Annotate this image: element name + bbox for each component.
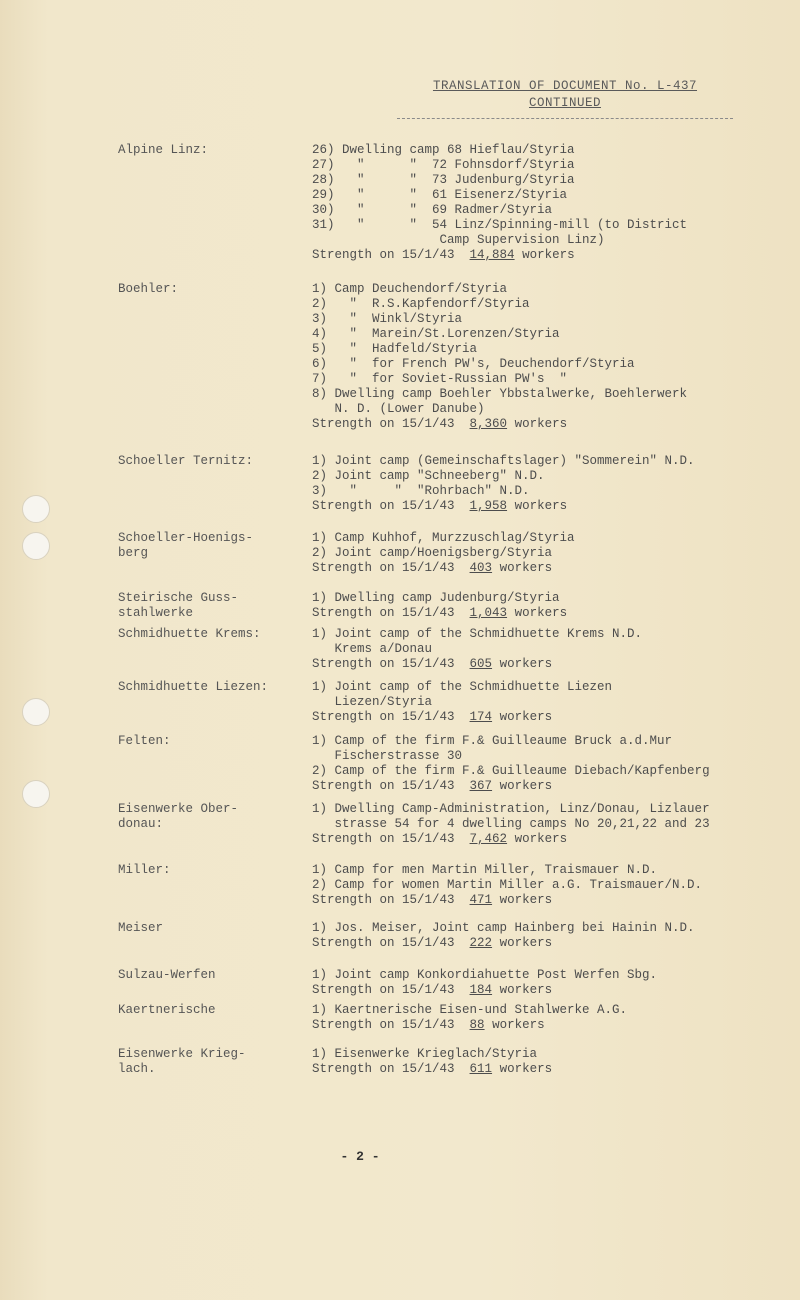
strength-line [312, 561, 552, 576]
camp-entry: Krems a/Donau [312, 642, 433, 656]
firm-name: Felten: [118, 734, 171, 748]
strength-line [312, 779, 552, 794]
camp-entry: 2) Camp of the firm F.& Guilleaume Diebach/Kapfenberg [312, 764, 710, 778]
firm-name: Eisenwerke Krieg- lach. [118, 1047, 246, 1076]
firm-name: Schoeller Ternitz: [118, 454, 254, 468]
strength-label: Strength on 15/1/43 [312, 832, 455, 846]
strength-label: Strength on 15/1/43 [312, 1018, 455, 1032]
camp-entry: strasse 54 for 4 dwelling camps No 20,21,22 and 23 [312, 817, 710, 831]
camp-entry: 8) Dwelling camp Boehler Ybbstalwerke, Boehlerwerk [312, 387, 688, 401]
camp-entry: 4) " Marein/St.Lorenzen/Styria [312, 327, 560, 341]
strength-line [312, 417, 567, 432]
heading-title: TRANSLATION OF DOCUMENT No. L-437 [432, 79, 698, 93]
firm-name: Kaertnerische [118, 1003, 216, 1017]
firm-name: Miller: [118, 863, 171, 877]
camp-entry: 29) " " 61 Eisenerz/Styria [312, 188, 568, 202]
strength-unit: workers [499, 657, 553, 671]
strength-unit: workers [499, 1062, 553, 1076]
strength-value: 184 [469, 983, 493, 997]
strength-line [312, 499, 567, 514]
camp-entry: 2) " R.S.Kapfendorf/Styria [312, 297, 530, 311]
strength-line [312, 983, 552, 998]
strength-label: Strength on 15/1/43 [312, 657, 455, 671]
firm-name: Steirische Guss- stahlwerke [118, 591, 239, 620]
strength-label: Strength on 15/1/43 [312, 417, 455, 431]
firm-name: Boehler: [118, 282, 179, 296]
camp-entry: 1) Joint camp of the Schmidhuette Krems N.D. [312, 627, 643, 641]
strength-line [312, 710, 552, 725]
strength-line [312, 893, 552, 908]
strength-value: 367 [469, 779, 493, 793]
camp-entry: 27) " " 72 Fohnsdorf/Styria [312, 158, 575, 172]
strength-unit: workers [514, 606, 568, 620]
camp-entry: 30) " " 69 Radmer/Styria [312, 203, 553, 217]
strength-line [312, 1062, 552, 1077]
firm-name: Meiser [118, 921, 164, 935]
camp-entry: Liezen/Styria [312, 695, 433, 709]
strength-label: Strength on 15/1/43 [312, 710, 455, 724]
camp-entry: 1) Joint camp (Gemeinschaftslager) "Sommerein" N.D. [312, 454, 695, 468]
strength-line [312, 832, 567, 847]
strength-label: Strength on 15/1/43 [312, 893, 455, 907]
firm-name: Schmidhuette Krems: [118, 627, 261, 641]
camp-entry: 26) Dwelling camp 68 Hieflau/Styria [312, 143, 575, 157]
camp-entry: 1) Dwelling camp Judenburg/Styria [312, 591, 560, 605]
strength-value: 7,462 [469, 832, 508, 846]
strength-value: 174 [469, 710, 493, 724]
strength-unit: workers [514, 499, 568, 513]
firm-name: Sulzau-Werfen [118, 968, 216, 982]
strength-value: 88 [469, 1018, 485, 1032]
camp-entry: 1) Camp Kuhhof, Murzzuschlag/Styria [312, 531, 575, 545]
strength-line [312, 1018, 545, 1033]
camp-entry: 7) " for Soviet-Russian PW's " [312, 372, 568, 386]
camp-entry: 1) Dwelling Camp-Administration, Linz/Donau, Lizlauer [312, 802, 710, 816]
camp-entry: 1) Eisenwerke Krieglach/Styria [312, 1047, 538, 1061]
firm-name: Schoeller-Hoenigs- berg [118, 531, 254, 560]
strength-value: 611 [469, 1062, 493, 1076]
strength-label: Strength on 15/1/43 [312, 499, 455, 513]
camp-entry: N. D. (Lower Danube) [312, 402, 485, 416]
strength-unit: workers [499, 893, 553, 907]
camp-entry: 1) Camp Deuchendorf/Styria [312, 282, 508, 296]
strength-value: 14,884 [469, 248, 515, 262]
strength-value: 403 [469, 561, 493, 575]
camp-entry: 1) Joint camp of the Schmidhuette Liezen [312, 680, 613, 694]
strength-value: 605 [469, 657, 493, 671]
strength-value: 471 [469, 893, 493, 907]
strength-label: Strength on 15/1/43 [312, 606, 455, 620]
strength-value: 1,958 [469, 499, 508, 513]
camp-entry: 3) " Winkl/Styria [312, 312, 463, 326]
heading-continued: CONTINUED [528, 96, 601, 110]
camp-entry: 31) " " 54 Linz/Spinning-mill (to District [312, 218, 688, 232]
firm-name: Schmidhuette Liezen: [118, 680, 269, 694]
strength-line [312, 248, 575, 263]
strength-label: Strength on 15/1/43 [312, 936, 455, 950]
strength-unit: workers [514, 832, 568, 846]
strength-label: Strength on 15/1/43 [312, 1062, 455, 1076]
strength-label: Strength on 15/1/43 [312, 983, 455, 997]
strength-value: 1,043 [469, 606, 508, 620]
camp-entry: 2) Joint camp/Hoenigsberg/Styria [312, 546, 553, 560]
strength-label: Strength on 15/1/43 [312, 561, 455, 575]
strength-line [312, 936, 552, 951]
strength-unit: workers [514, 417, 568, 431]
page-number: - 2 - [340, 1149, 380, 1164]
firm-name: Eisenwerke Ober- donau: [118, 802, 239, 831]
strength-value: 222 [469, 936, 493, 950]
strength-unit: workers [499, 983, 553, 997]
strength-label: Strength on 15/1/43 [312, 779, 455, 793]
camp-entry: 2) Joint camp "Schneeberg" N.D. [312, 469, 545, 483]
camp-entry: 1) Camp of the firm F.& Guilleaume Bruck a.d.Mur [312, 734, 673, 748]
strength-unit: workers [522, 248, 575, 262]
strength-unit: workers [499, 936, 553, 950]
camp-entry: 3) " " "Rohrbach" N.D. [312, 484, 530, 498]
strength-label: Strength on 15/1/43 [312, 248, 455, 262]
strength-unit: workers [499, 561, 553, 575]
strength-value: 8,360 [469, 417, 508, 431]
camp-entry: 28) " " 73 Judenburg/Styria [312, 173, 575, 187]
camp-entry: Fischerstrasse 30 [312, 749, 463, 763]
strength-line [312, 606, 567, 621]
strength-unit: workers [499, 779, 553, 793]
camp-entry: 1) Camp for men Martin Miller, Traismauer N.D. [312, 863, 658, 877]
camp-entry: Camp Supervision Linz) [312, 233, 605, 247]
camp-entry: 1) Jos. Meiser, Joint camp Hainberg bei Hainin N.D. [312, 921, 695, 935]
firm-name: Alpine Linz: [118, 143, 209, 157]
strength-unit: workers [492, 1018, 545, 1032]
camp-entry: 2) Camp for women Martin Miller a.G. Traismauer/N.D. [312, 878, 703, 892]
camp-entry: 1) Joint camp Konkordiahuette Post Werfen Sbg. [312, 968, 658, 982]
strength-unit: workers [499, 710, 553, 724]
camp-entry: 1) Kaertnerische Eisen-und Stahlwerke A.G. [312, 1003, 628, 1017]
strength-line [312, 657, 552, 672]
camp-entry: 5) " Hadfeld/Styria [312, 342, 478, 356]
camp-entry: 6) " for French PW's, Deuchendorf/Styria [312, 357, 635, 371]
